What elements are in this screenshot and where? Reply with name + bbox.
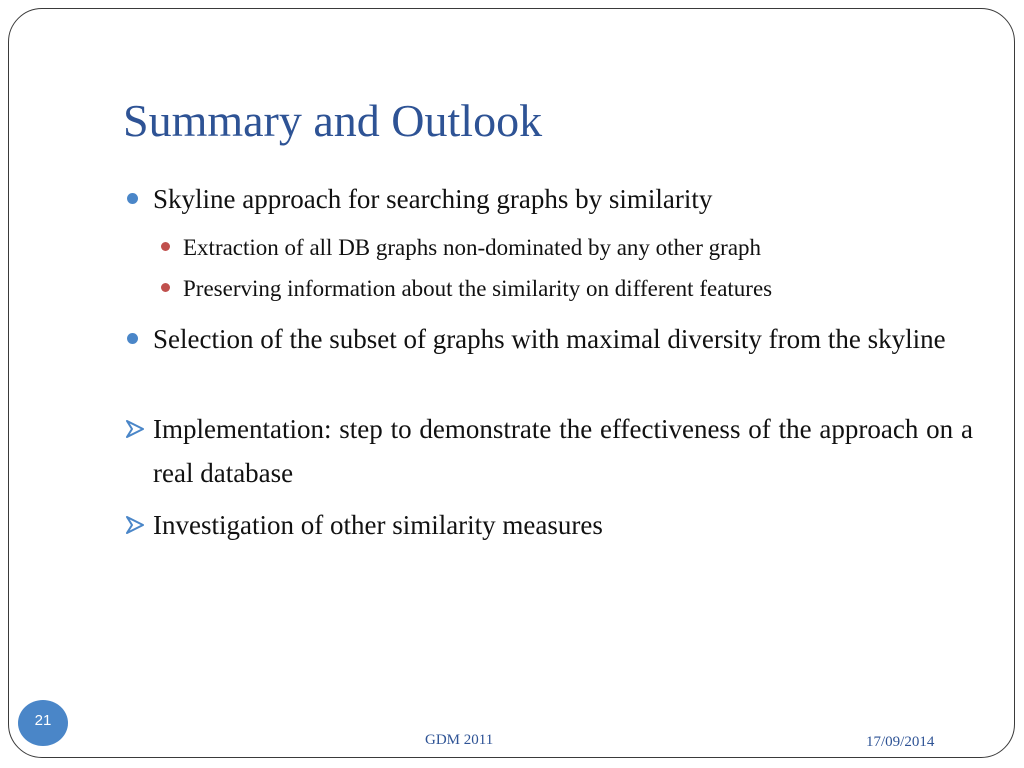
footer-date: 17/09/2014 bbox=[866, 734, 935, 750]
circle-bullet-icon bbox=[161, 283, 170, 292]
page-number-badge: 21 bbox=[18, 700, 68, 746]
bullet-text: Selection of the subset of graphs with maximal diversity from the skyline bbox=[153, 324, 946, 354]
slide-title: Summary and Outlook bbox=[123, 95, 543, 146]
arrowhead-bullet-icon bbox=[125, 516, 145, 534]
sub-bullet-text: Preserving information about the similarity on different features bbox=[183, 276, 773, 301]
circle-bullet-icon bbox=[161, 242, 170, 251]
bullet-text: Skyline approach for searching graphs by similarity bbox=[153, 184, 713, 214]
sub-bullet-item bbox=[127, 227, 973, 268]
slide-content bbox=[127, 177, 973, 547]
circle-bullet-icon bbox=[127, 333, 138, 344]
bullet-item bbox=[127, 317, 973, 361]
sub-bullet-item bbox=[127, 268, 973, 309]
footer-conference: GDM 2011 bbox=[425, 732, 494, 748]
outlook-text: Investigation of other similarity measures bbox=[153, 510, 603, 540]
outlook-item bbox=[127, 503, 973, 547]
slide bbox=[8, 8, 1015, 758]
sub-bullet-text: Extraction of all DB graphs non-dominated by any other graph bbox=[183, 235, 762, 260]
arrowhead-bullet-icon bbox=[125, 420, 145, 438]
outlook-text: Implementation: step to demonstrate the effectiveness of the approach on a real database bbox=[153, 414, 973, 488]
outlook-item bbox=[127, 407, 973, 495]
circle-bullet-icon bbox=[127, 193, 138, 204]
bullet-item bbox=[127, 177, 973, 221]
